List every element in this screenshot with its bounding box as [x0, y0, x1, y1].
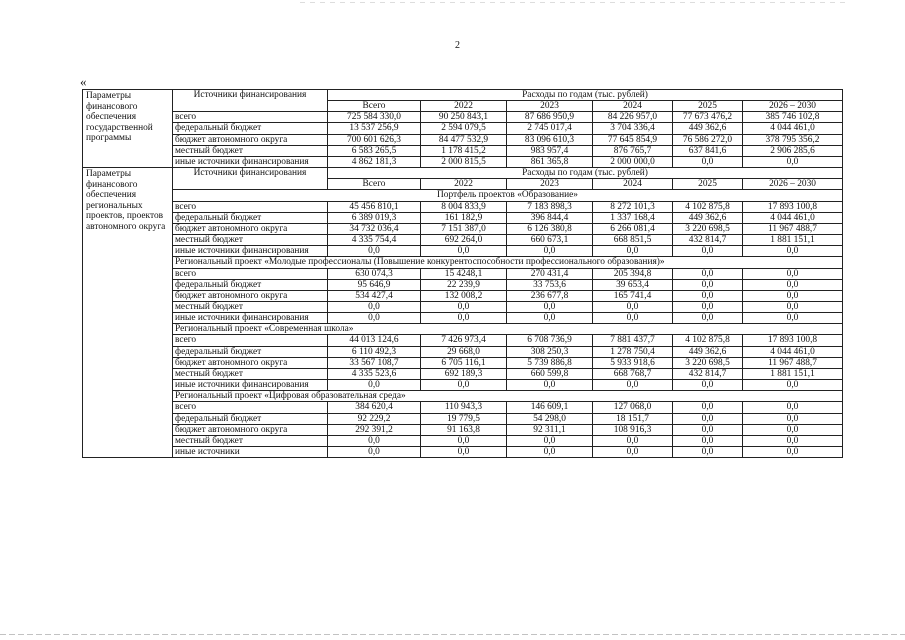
amount-cell: 0,0	[593, 313, 673, 324]
amount-cell: 132 008,2	[421, 290, 507, 301]
amount-cell: 92 229,2	[328, 413, 421, 424]
amount-cell: 0,0	[743, 435, 843, 446]
source-label: всего	[173, 335, 328, 346]
amount-cell: 0,0	[507, 447, 593, 458]
source-label: местный бюджет	[173, 235, 328, 246]
amount-cell: 0,0	[743, 313, 843, 324]
amount-cell: 110 943,3	[421, 402, 507, 413]
amount-cell: 6 266 081,4	[593, 223, 673, 234]
amount-cell: 45 456 810,1	[328, 201, 421, 212]
source-label: всего	[173, 268, 328, 279]
amount-cell: 34 732 036,4	[328, 223, 421, 234]
amount-cell: 84 226 957,0	[593, 112, 673, 123]
table-row	[83, 156, 843, 167]
amount-cell: 0,0	[421, 447, 507, 458]
opening-quote: «	[80, 74, 87, 89]
table-row	[83, 435, 843, 446]
amount-cell: 725 584 330,0	[328, 112, 421, 123]
amount-cell: 11 967 488,7	[743, 357, 843, 368]
table-row	[83, 301, 843, 312]
amount-cell: 1 278 750,4	[593, 346, 673, 357]
amount-cell: 3 704 336,4	[593, 123, 673, 134]
table-row	[83, 268, 843, 279]
amount-cell: 108 916,3	[593, 424, 673, 435]
section-title: Портфель проектов «Образование»	[173, 190, 843, 201]
source-label: бюджет автономного округа	[173, 223, 328, 234]
amount-cell: 0,0	[743, 156, 843, 167]
amount-cell: 22 239,9	[421, 279, 507, 290]
block2-header-row	[83, 168, 843, 179]
amount-cell: 0,0	[743, 447, 843, 458]
amount-cell: 660 599,8	[507, 368, 593, 379]
source-label: иные источники финансирования	[173, 313, 328, 324]
amount-cell: 4 102 875,8	[673, 201, 743, 212]
source-label: бюджет автономного округа	[173, 357, 328, 368]
amount-cell: 0,0	[673, 290, 743, 301]
amount-cell: 95 646,9	[328, 279, 421, 290]
amount-cell: 127 068,0	[593, 402, 673, 413]
amount-cell: 0,0	[328, 246, 421, 257]
source-label: бюджет автономного округа	[173, 424, 328, 435]
amount-cell: 5 933 918,6	[593, 357, 673, 368]
amount-cell: 0,0	[673, 279, 743, 290]
table-row	[83, 246, 843, 257]
amount-cell: 0,0	[673, 156, 743, 167]
amount-cell: 1 881 151,1	[743, 368, 843, 379]
amount-cell: 33 567 108,7	[328, 357, 421, 368]
amount-cell: 146 609,1	[507, 402, 593, 413]
table-row	[83, 346, 843, 357]
table-row	[83, 380, 843, 391]
amount-cell: 76 586 272,0	[673, 134, 743, 145]
amount-cell: 2 745 017,4	[507, 123, 593, 134]
source-label: бюджет автономного округа	[173, 134, 328, 145]
amount-cell: 308 250,3	[507, 346, 593, 357]
scan-artifact-top	[300, 2, 845, 3]
block1-expenses-header: Расходы по годам (тыс. рублей)	[328, 90, 843, 101]
amount-cell: 2 000 000,0	[593, 156, 673, 167]
scan-artifact-bottom	[0, 634, 905, 635]
source-label: федеральный бюджет	[173, 413, 328, 424]
source-label: иные источники финансирования	[173, 246, 328, 257]
amount-cell: 0,0	[673, 447, 743, 458]
block2-parameter-label: Параметры финансового обеспечения региональных проектов, проектов автономного округа	[83, 168, 173, 458]
amount-cell: 6 583 265,5	[328, 145, 421, 156]
source-label: иные источники финансирования	[173, 380, 328, 391]
year-header: 2022	[421, 101, 507, 112]
amount-cell: 0,0	[507, 380, 593, 391]
amount-cell: 378 795 356,2	[743, 134, 843, 145]
amount-cell: 0,0	[743, 290, 843, 301]
table-row	[83, 201, 843, 212]
amount-cell: 2 594 079,5	[421, 123, 507, 134]
source-label: федеральный бюджет	[173, 123, 328, 134]
amount-cell: 0,0	[593, 301, 673, 312]
source-label: местный бюджет	[173, 145, 328, 156]
table-row	[83, 112, 843, 123]
amount-cell: 0,0	[593, 380, 673, 391]
amount-cell: 449 362,6	[673, 346, 743, 357]
table-row	[83, 290, 843, 301]
block1-parameter-label: Параметры финансового обеспечения государственной программы	[83, 90, 173, 168]
amount-cell: 0,0	[673, 380, 743, 391]
source-label: всего	[173, 112, 328, 123]
table-row	[83, 313, 843, 324]
amount-cell: 637 841,6	[673, 145, 743, 156]
amount-cell: 0,0	[507, 246, 593, 257]
amount-cell: 11 967 488,7	[743, 223, 843, 234]
amount-cell: 8 272 101,3	[593, 201, 673, 212]
amount-cell: 4 044 461,0	[743, 212, 843, 223]
amount-cell: 205 394,8	[593, 268, 673, 279]
year-header: 2024	[593, 101, 673, 112]
table-row	[83, 335, 843, 346]
amount-cell: 5 739 886,8	[507, 357, 593, 368]
amount-cell: 0,0	[673, 268, 743, 279]
amount-cell: 0,0	[743, 402, 843, 413]
amount-cell: 4 862 181,3	[328, 156, 421, 167]
amount-cell: 983 957,4	[507, 145, 593, 156]
amount-cell: 0,0	[328, 313, 421, 324]
amount-cell: 0,0	[593, 246, 673, 257]
amount-cell: 0,0	[328, 447, 421, 458]
amount-cell: 0,0	[593, 435, 673, 446]
table-row	[83, 145, 843, 156]
amount-cell: 692 189,3	[421, 368, 507, 379]
amount-cell: 15 4248,1	[421, 268, 507, 279]
amount-cell: 0,0	[743, 268, 843, 279]
year-header: Всего	[328, 101, 421, 112]
source-label: федеральный бюджет	[173, 212, 328, 223]
table-row	[83, 123, 843, 134]
amount-cell: 0,0	[507, 301, 593, 312]
amount-cell: 1 178 415,2	[421, 145, 507, 156]
amount-cell: 44 013 124,6	[328, 335, 421, 346]
source-label: всего	[173, 201, 328, 212]
amount-cell: 33 753,6	[507, 279, 593, 290]
amount-cell: 6 389 019,3	[328, 212, 421, 223]
amount-cell: 0,0	[421, 301, 507, 312]
year-header: 2025	[673, 101, 743, 112]
year-header: 2026 – 2030	[743, 179, 843, 190]
amount-cell: 0,0	[743, 380, 843, 391]
year-header: 2023	[507, 101, 593, 112]
amount-cell: 0,0	[673, 313, 743, 324]
amount-cell: 668 768,7	[593, 368, 673, 379]
amount-cell: 2 000 815,5	[421, 156, 507, 167]
amount-cell: 4 335 754,4	[328, 235, 421, 246]
amount-cell: 668 851,5	[593, 235, 673, 246]
amount-cell: 692 264,0	[421, 235, 507, 246]
source-label: всего	[173, 402, 328, 413]
amount-cell: 0,0	[743, 413, 843, 424]
amount-cell: 7 151 387,0	[421, 223, 507, 234]
table-row	[83, 279, 843, 290]
table-row	[83, 134, 843, 145]
amount-cell: 449 362,6	[673, 123, 743, 134]
year-header: 2026 – 2030	[743, 101, 843, 112]
amount-cell: 0,0	[328, 435, 421, 446]
amount-cell: 7 881 437,7	[593, 335, 673, 346]
source-label: иные источники	[173, 447, 328, 458]
amount-cell: 0,0	[673, 402, 743, 413]
amount-cell: 0,0	[328, 301, 421, 312]
source-label: иные источники финансирования	[173, 156, 328, 167]
table-row	[83, 447, 843, 458]
amount-cell: 87 686 950,9	[507, 112, 593, 123]
table-row	[83, 357, 843, 368]
amount-cell: 39 653,4	[593, 279, 673, 290]
amount-cell: 534 427,4	[328, 290, 421, 301]
source-label: местный бюджет	[173, 301, 328, 312]
year-header: 2025	[673, 179, 743, 190]
table-row	[83, 212, 843, 223]
amount-cell: 4 044 461,0	[743, 346, 843, 357]
amount-cell: 1 881 151,1	[743, 235, 843, 246]
amount-cell: 90 250 843,1	[421, 112, 507, 123]
amount-cell: 92 311,1	[507, 424, 593, 435]
amount-cell: 161 182,9	[421, 212, 507, 223]
block2-sources-header: Источники финансирования	[173, 168, 328, 190]
source-label: местный бюджет	[173, 435, 328, 446]
amount-cell: 4 044 461,0	[743, 123, 843, 134]
amount-cell: 6 126 380,8	[507, 223, 593, 234]
amount-cell: 0,0	[421, 435, 507, 446]
amount-cell: 384 620,4	[328, 402, 421, 413]
table-row	[83, 424, 843, 435]
amount-cell: 0,0	[673, 435, 743, 446]
amount-cell: 0,0	[673, 424, 743, 435]
amount-cell: 7 426 973,4	[421, 335, 507, 346]
amount-cell: 83 096 610,3	[507, 134, 593, 145]
table-row	[83, 235, 843, 246]
amount-cell: 54 298,0	[507, 413, 593, 424]
amount-cell: 1 337 168,4	[593, 212, 673, 223]
source-label: федеральный бюджет	[173, 346, 328, 357]
source-label: федеральный бюджет	[173, 279, 328, 290]
amount-cell: 0,0	[743, 246, 843, 257]
amount-cell: 0,0	[507, 435, 593, 446]
amount-cell: 7 183 898,3	[507, 201, 593, 212]
amount-cell: 0,0	[673, 246, 743, 257]
amount-cell: 2 906 285,6	[743, 145, 843, 156]
amount-cell: 3 220 698,5	[673, 223, 743, 234]
amount-cell: 270 431,4	[507, 268, 593, 279]
amount-cell: 6 705 116,1	[421, 357, 507, 368]
amount-cell: 0,0	[328, 380, 421, 391]
amount-cell: 700 601 626,3	[328, 134, 421, 145]
section-title: Региональный проект «Молодые профессионалы (Повышение конкурентоспособности профессионального образования)»	[173, 257, 843, 268]
block1-sources-header: Источники финансирования	[173, 90, 328, 112]
amount-cell: 13 537 256,9	[328, 123, 421, 134]
amount-cell: 17 893 100,8	[743, 201, 843, 212]
amount-cell: 0,0	[743, 424, 843, 435]
amount-cell: 432 814,7	[673, 368, 743, 379]
section-title: Региональный проект «Цифровая образовательная среда»	[173, 391, 843, 402]
amount-cell: 0,0	[507, 313, 593, 324]
block2-expenses-header: Расходы по годам (тыс. рублей)	[328, 168, 843, 179]
amount-cell: 0,0	[743, 279, 843, 290]
amount-cell: 630 074,3	[328, 268, 421, 279]
amount-cell: 660 673,1	[507, 235, 593, 246]
amount-cell: 0,0	[421, 313, 507, 324]
amount-cell: 19 779,5	[421, 413, 507, 424]
page-number: 2	[455, 40, 460, 51]
amount-cell: 4 102 875,8	[673, 335, 743, 346]
amount-cell: 18 151,7	[593, 413, 673, 424]
year-header: 2022	[421, 179, 507, 190]
amount-cell: 0,0	[673, 413, 743, 424]
amount-cell: 861 365,8	[507, 156, 593, 167]
table-row	[83, 402, 843, 413]
amount-cell: 0,0	[421, 246, 507, 257]
source-label: местный бюджет	[173, 368, 328, 379]
section-row	[83, 257, 843, 268]
amount-cell: 8 004 833,9	[421, 201, 507, 212]
amount-cell: 0,0	[421, 380, 507, 391]
amount-cell: 165 741,4	[593, 290, 673, 301]
amount-cell: 432 814,7	[673, 235, 743, 246]
amount-cell: 84 477 532,9	[421, 134, 507, 145]
amount-cell: 6 708 736,9	[507, 335, 593, 346]
amount-cell: 29 668,0	[421, 346, 507, 357]
section-title: Региональный проект «Современная школа»	[173, 324, 843, 335]
amount-cell: 6 110 492,3	[328, 346, 421, 357]
block1-header-row	[83, 90, 843, 101]
table-row	[83, 368, 843, 379]
table-row	[83, 223, 843, 234]
amount-cell: 0,0	[593, 447, 673, 458]
amount-cell: 0,0	[743, 301, 843, 312]
section-row	[83, 190, 843, 201]
amount-cell: 4 335 523,6	[328, 368, 421, 379]
section-row	[83, 324, 843, 335]
section-row	[83, 391, 843, 402]
year-header: 2023	[507, 179, 593, 190]
amount-cell: 449 362,6	[673, 212, 743, 223]
year-header: Всего	[328, 179, 421, 190]
amount-cell: 385 746 102,8	[743, 112, 843, 123]
amount-cell: 396 844,4	[507, 212, 593, 223]
amount-cell: 77 673 476,2	[673, 112, 743, 123]
amount-cell: 91 163,8	[421, 424, 507, 435]
amount-cell: 876 765,7	[593, 145, 673, 156]
amount-cell: 236 677,8	[507, 290, 593, 301]
amount-cell: 292 391,2	[328, 424, 421, 435]
table-row	[83, 413, 843, 424]
amount-cell: 0,0	[673, 301, 743, 312]
amount-cell: 77 645 854,9	[593, 134, 673, 145]
amount-cell: 17 893 100,8	[743, 335, 843, 346]
year-header: 2024	[593, 179, 673, 190]
amount-cell: 3 220 698,5	[673, 357, 743, 368]
source-label: бюджет автономного округа	[173, 290, 328, 301]
financing-table	[82, 89, 843, 458]
